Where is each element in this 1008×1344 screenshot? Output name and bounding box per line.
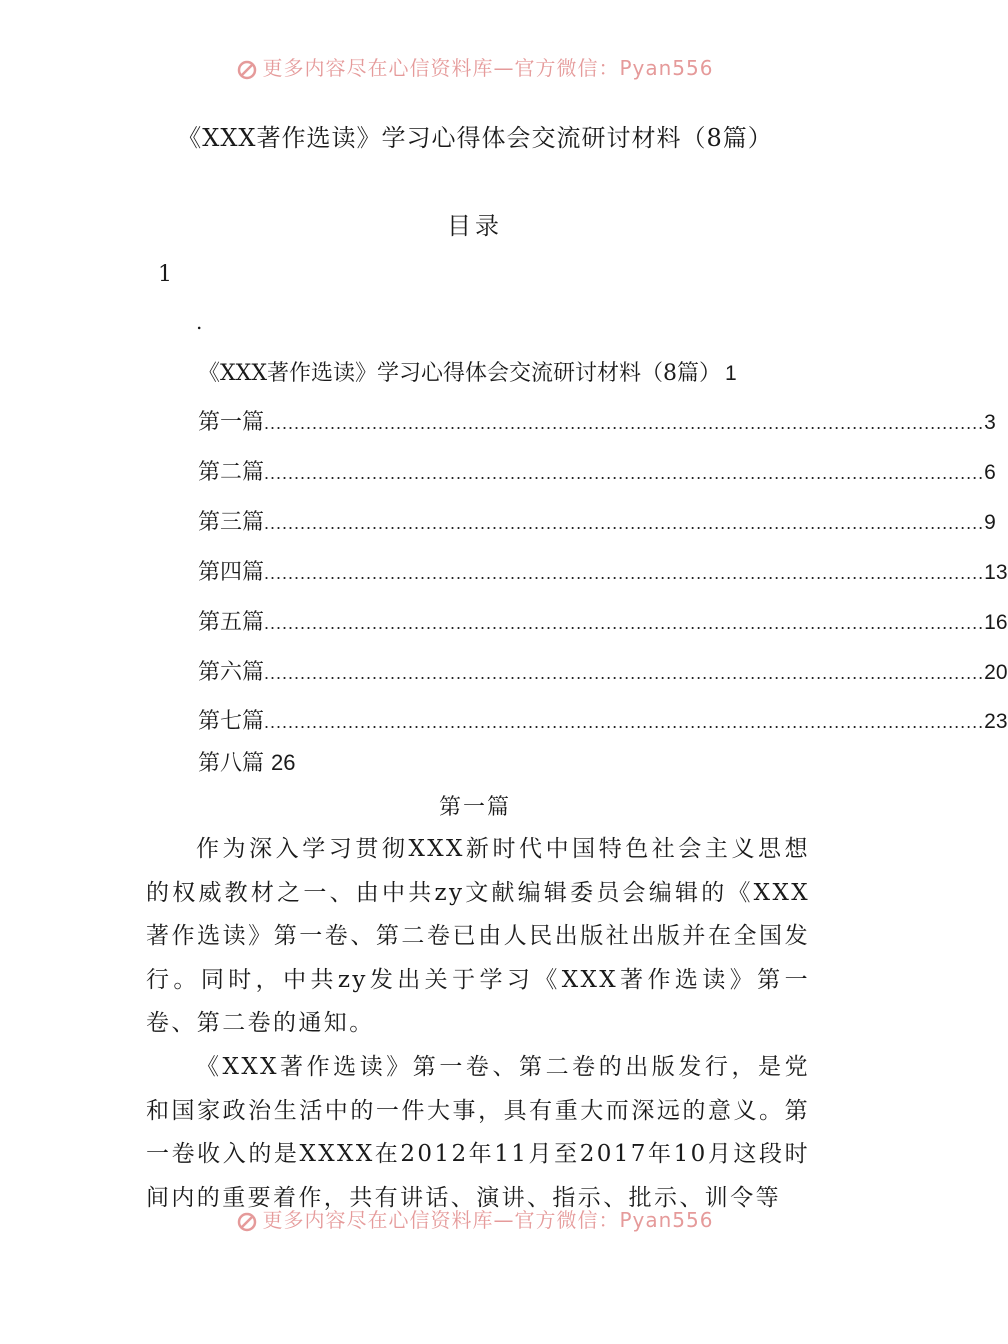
watermark-logo-icon: [236, 1211, 258, 1233]
document-title: 《XXX著作选读》学习心得体会交流研讨材料（8篇）: [177, 124, 773, 152]
toc-entry-label: 第一篇: [198, 410, 265, 435]
toc-leader: ........................................................................................................................: [264, 663, 985, 683]
watermark-logo-icon: [236, 59, 258, 81]
watermark-top: [0, 52, 950, 82]
toc-entry-last[interactable]: [198, 746, 296, 777]
toc-entry-page: 13: [984, 561, 1008, 584]
toc-entry[interactable]: [198, 555, 1008, 586]
toc-entry-label: 第三篇: [198, 510, 265, 535]
toc-entry[interactable]: [198, 405, 996, 436]
body-paragraph: 《XXX著作选读》第一卷、第二卷的出版发行，是党和国家政治生活中的一件大事，具有重大而深远的意义。第一卷收入的是XXXX在2012年11月至2017年10月这段时间内的重要着作，共有讲话、演讲、指示、批示、训令等: [146, 1054, 810, 1211]
toc-entry[interactable]: [198, 505, 996, 536]
toc-entry-page: 6: [984, 461, 996, 484]
toc-entry-label: 第八篇: [198, 751, 265, 776]
toc-entry-label: 第六篇: [198, 660, 265, 685]
toc-entry-page: 26: [271, 750, 296, 775]
toc-entry[interactable]: [198, 356, 806, 387]
toc-entry-page: 20: [984, 661, 1008, 684]
body-paragraph: 作为深入学习贯彻XXX新时代中国特色社会主义思想的权威教材之一、由中共zy文献编辑委员会编辑的《XXX著作选读》第一卷、第二卷已由人民出版社出版并在全国发行。同时，中共zy发出关于学习《XXX著作选读》第一卷、第二卷的通知。: [146, 836, 810, 1036]
toc-leader: ........................................................................................................................: [264, 513, 985, 533]
toc-entry-page: 23: [984, 710, 1008, 733]
toc-leader: ........................................................................................................................: [264, 563, 985, 583]
toc-entry-page: 16: [984, 611, 1008, 634]
toc-entry-label: 《XXX著作选读》学习心得体会交流研讨材料（8篇）: [198, 361, 721, 386]
toc-entry-label: 第二篇: [198, 460, 265, 485]
toc-leader: ........................................................................................................................: [264, 712, 985, 732]
toc-entry[interactable]: [198, 605, 1008, 636]
toc-leader: ........................................................................................................................: [264, 413, 985, 433]
toc-leader: ........................................................................................................................: [264, 463, 985, 483]
toc-heading: 目录: [447, 212, 503, 240]
watermark-bottom: [0, 1204, 950, 1234]
toc-entry-page: 1: [725, 362, 737, 385]
toc-entry-label: 第四篇: [198, 560, 265, 585]
toc-entry[interactable]: [198, 704, 1008, 735]
section-title: 第一篇: [438, 795, 511, 820]
toc-entry-label: 第七篇: [198, 709, 265, 734]
toc-leader: ........................................................................................................................: [264, 613, 985, 633]
toc-entry[interactable]: [198, 455, 996, 486]
toc-entry[interactable]: [198, 655, 1008, 686]
toc-entry-label: 第五篇: [198, 610, 265, 635]
watermark-text: 更多内容尽在心信资料库—官方微信：Pyan556: [262, 56, 714, 80]
toc-number: 1: [158, 262, 172, 287]
watermark-text: 更多内容尽在心信资料库—官方微信：Pyan556: [262, 1208, 714, 1232]
toc-entry-page: 9: [984, 511, 996, 534]
toc-dot: .: [196, 310, 203, 334]
toc-entry-page: 3: [984, 411, 996, 434]
